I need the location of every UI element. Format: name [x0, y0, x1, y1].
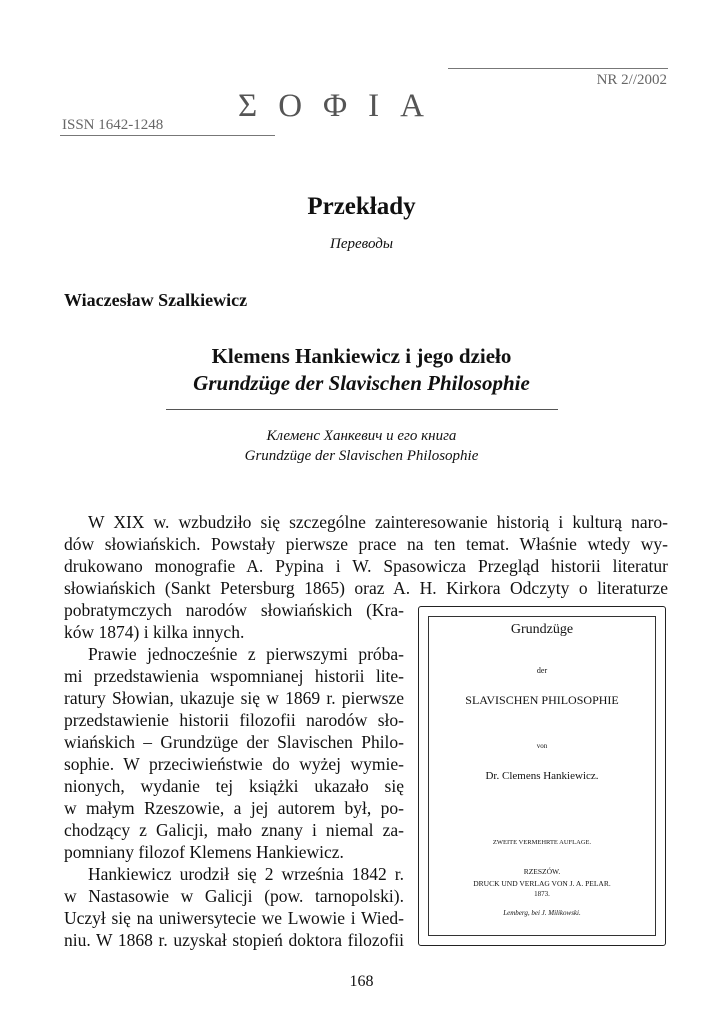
body-line: ków 1874) i kilka innych. [64, 622, 245, 642]
body-line: słowiańskich (Sankt Petersburg 1865) oraz A. H. Kirkora Odczyty o literaturze [64, 578, 668, 598]
body-line: Prawie jednocześnie z pierwszymi próba- [88, 644, 404, 664]
body-line: W XIX w. wzbudziło się szczególne zainteresowanie historią i kulturą naro- [88, 512, 668, 532]
title-page-year: 1873. [534, 890, 550, 898]
body-line: pobratymczych narodów słowiańskich (Kra- [64, 600, 404, 620]
body-line: chodzący z Galicji, mało znany i niemal za- [64, 820, 404, 840]
author-name: Wiaczesław Szalkiewicz [64, 290, 248, 310]
title-rule [166, 409, 558, 410]
body-line: Uczył się na uniwersytecie we Lwowie i Wied- [64, 908, 404, 928]
issue-number: NR 2//2002 [596, 72, 667, 88]
title-page-von: von [536, 742, 548, 750]
title-page-author: Dr. Clemens Hankiewicz. [485, 770, 599, 782]
russian-title-line: Grundzüge der Slavischen Philosophie [244, 448, 479, 464]
body-line: drukowano monografie A. Pypina i W. Spasowicza Przegląd historii literatur [64, 556, 668, 576]
header-rule [448, 68, 668, 69]
title-page-lithograph: Lemberg, bei J. Milikowski. [503, 909, 581, 917]
body-line: pomniany filozof Klemens Hankiewicz. [64, 842, 344, 862]
body-line: niu. W 1868 r. uzyskał stopień doktora filozofii [64, 930, 404, 950]
journal-title: ΣΟΦΙΑ [238, 88, 445, 124]
body-line: ratury Słowian, ukazuje się w 1869 r. pierwsze [64, 688, 404, 708]
body-line: Hankiewicz urodził się 2 września 1842 r. [88, 864, 404, 884]
title-page-city: RZESZÓW. [523, 867, 561, 876]
russian-title [0, 426, 723, 466]
title-page-main-title: SLAVISCHEN PHILOSOPHIE [465, 693, 619, 707]
header-rule [60, 135, 275, 136]
section-title: Przekłady [307, 193, 416, 220]
body-line: w Nastasowie w Galicji (pow. tarnopolski). [64, 886, 404, 906]
body-line: w małym Rzeszowie, a jej autorem był, po- [64, 798, 404, 818]
issn: ISSN 1642-1248 [62, 117, 164, 133]
article-title-subtitle: Grundzüge der Slavischen Philosophie [193, 371, 530, 395]
body-line: dów słowiańskich. Powstały pierwsze prace na ten temat. Właśnie wtedy wy- [64, 534, 668, 554]
page-number: 168 [349, 973, 374, 990]
section-subtitle: Переводы [329, 236, 393, 252]
body-line: przedstawienie historii filozofii narodów sło- [64, 710, 404, 730]
article-title-line: Klemens Hankiewicz i jego dzieło [211, 344, 512, 368]
title-page-publisher: DRUCK UND VERLAG VON J. A. PELAR. [473, 879, 611, 888]
title-page-edition: ZWEITE VERMEHRTE AUFLAGE. [492, 839, 592, 846]
title-page-title: Grundzüge [510, 622, 574, 637]
body-line: mi przedstawienia wspomnianej historii lite- [64, 666, 404, 686]
article-title [0, 343, 723, 397]
body-line: sophie. W przeciwieństwie do wyżej wymie- [64, 754, 404, 774]
body-line: nionych, wydanie tej książki ukazało się [64, 776, 404, 796]
title-page-der: der [536, 666, 548, 675]
body-line: wiańskich – Grundzüge der Slavischen Philo- [64, 732, 404, 752]
russian-title-line: Клеменс Ханкевич и его книга [266, 428, 457, 444]
